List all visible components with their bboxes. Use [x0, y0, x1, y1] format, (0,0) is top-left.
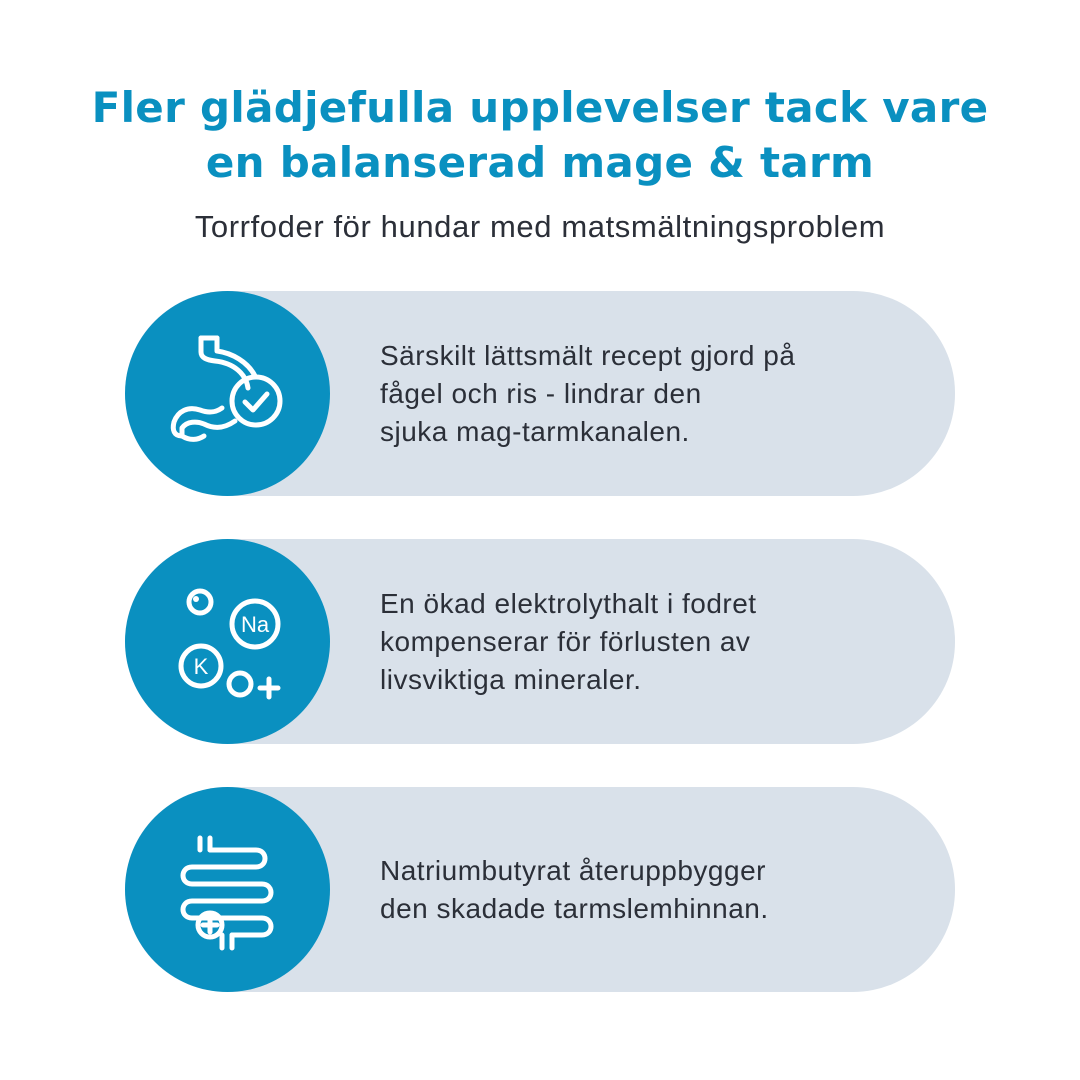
feature-icon-circle	[125, 787, 330, 992]
feature-text-line: sjuka mag-tarmkanalen.	[380, 415, 690, 447]
page-title	[0, 80, 1080, 190]
potassium-label: K	[193, 654, 209, 679]
feature-text-line: fågel och ris - lindrar den	[380, 377, 702, 409]
electrolytes-icon	[152, 566, 302, 716]
feature-text	[380, 539, 900, 744]
feature-card-intestine	[125, 787, 955, 992]
feature-icon-circle	[125, 539, 330, 744]
title-line-2: en balanserad mage & tarm	[205, 138, 875, 187]
feature-icon-circle	[125, 291, 330, 496]
feature-text	[380, 291, 900, 496]
feature-card-digestibility	[125, 291, 955, 496]
stomach-check-icon	[152, 318, 302, 468]
feature-text-line: Natriumbutyrat återuppbygger	[380, 854, 766, 886]
title-line-1: Fler glädjefulla upplevelser tack vare	[91, 83, 989, 132]
feature-text	[380, 787, 900, 992]
feature-text-line: kompenserar för förlusten av	[380, 625, 751, 657]
page-subtitle: Torrfoder för hundar med matsmältningsproblem	[194, 209, 886, 244]
feature-text-line: den skadade tarmslemhinnan.	[380, 892, 769, 924]
feature-text-line: livsviktiga mineraler.	[380, 663, 642, 695]
feature-card-electrolytes	[125, 539, 955, 744]
feature-text-line: En ökad elektrolythalt i fodret	[380, 587, 757, 619]
sodium-label: Na	[240, 612, 270, 637]
intestine-plus-icon	[152, 814, 302, 964]
feature-text-line: Särskilt lättsmält recept gjord på	[380, 339, 796, 371]
